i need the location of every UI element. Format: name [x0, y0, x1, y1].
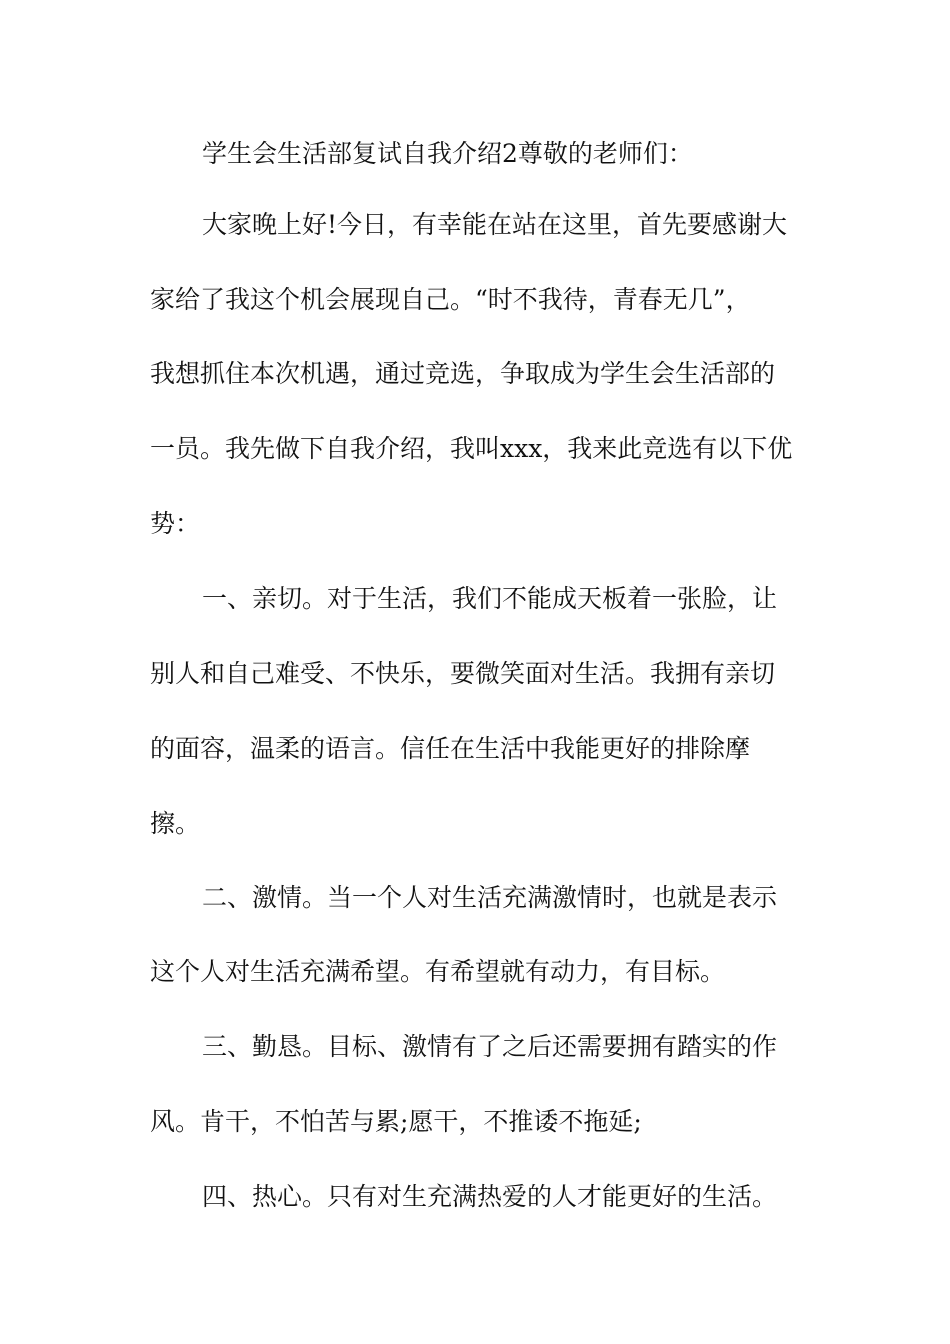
paragraph-line-10: 擦。 [150, 809, 201, 838]
paragraph-line-9: 的面容，温柔的语言。信任在生活中我能更好的排除摩 [150, 734, 751, 763]
paragraph-line-14: 风。肯干，不怕苦与累;愿干，不推诿不拖延; [150, 1107, 642, 1136]
paragraph-line-12: 这个人对生活充满希望。有希望就有动力，有目标。 [150, 957, 726, 986]
paragraph-line-6: 势： [150, 509, 201, 538]
paragraph-line-8: 别人和自己难受、不快乐，要微笑面对生活。我拥有亲切 [150, 659, 776, 688]
paragraph-line-15: 四、热心。只有对生充满热爱的人才能更好的生活。 [202, 1182, 778, 1211]
paragraph-line-11: 二、激情。当一个人对生活充满激情时，也就是表示 [202, 883, 778, 912]
paragraph-line-3: 家给了我这个机会展现自己。“时不我待，青春无几”， [150, 285, 751, 314]
paragraph-line-13: 三、勤恳。目标、激情有了之后还需要拥有踏实的作 [202, 1032, 778, 1061]
paragraph-line-7: 一、亲切。对于生活，我们不能成天板着一张脸，让 [202, 584, 778, 613]
paragraph-line-4: 我想抓住本次机遇，通过竞选，争取成为学生会生活部的 [150, 359, 776, 388]
paragraph-line-1: 学生会生活部复试自我介绍2尊敬的老师们： [202, 139, 693, 168]
paragraph-line-5: 一员。我先做下自我介绍，我叫xxx，我来此竞选有以下优 [150, 434, 793, 463]
paragraph-line-2: 大家晚上好!今日，有幸能在站在这里，首先要感谢大 [202, 210, 788, 239]
